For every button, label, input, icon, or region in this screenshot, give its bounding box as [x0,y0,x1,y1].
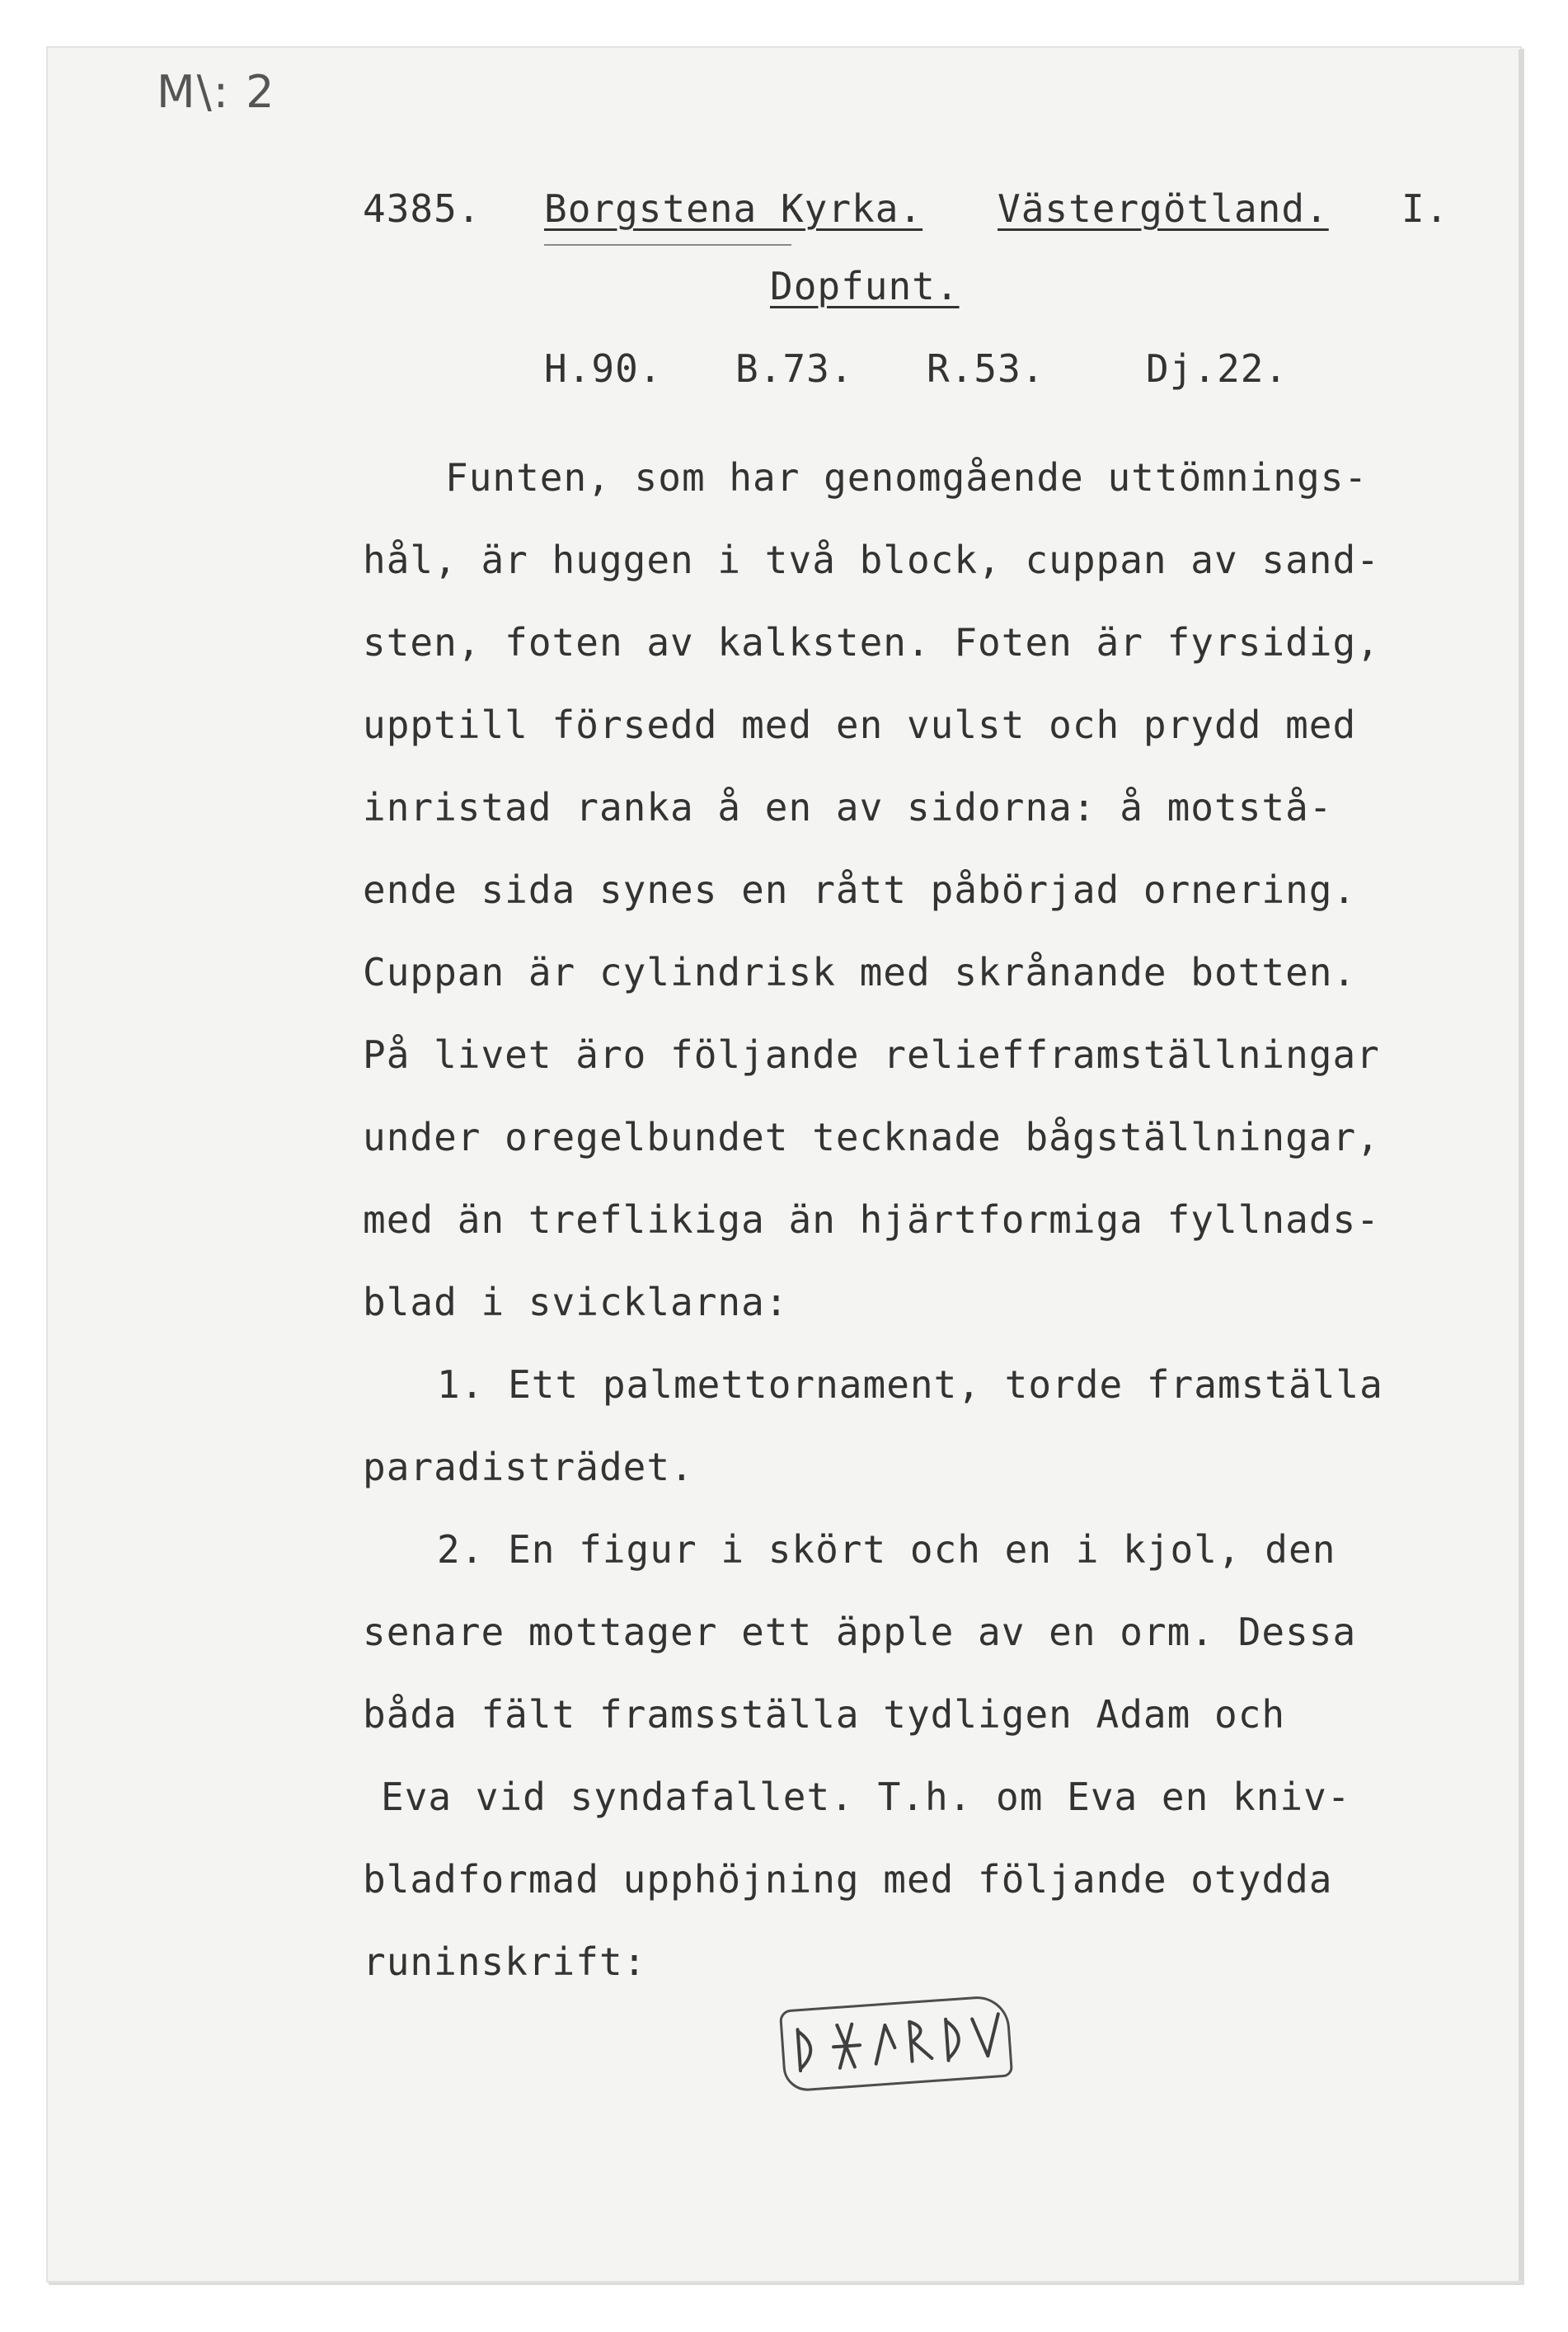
body-line: inristad ranka å en av sidorna: å motstå- [363,785,1333,830]
rune-glyphs-icon [782,1997,1011,2090]
church-name: Borgstena Kyrka. [544,186,923,231]
body-line: På livet äro följande reliefframställningar [363,1032,1380,1077]
body-line: upptill försedd med en vulst och prydd med [363,703,1357,747]
body-line: 1. Ett palmettornament, torde framställa [437,1362,1383,1407]
body-line: paradisträdet. [363,1445,694,1489]
body-line: runinskrift: [363,1939,647,1984]
sheet-number: I. [1401,186,1449,231]
body-line: sten, foten av kalksten. Foten är fyrsidig, [363,620,1380,665]
pencil-underline [544,244,791,246]
body-line: bladformad upphöjning med följande otydda [363,1857,1333,1902]
runic-inscription-drawing [779,1994,1013,2092]
card-edge [1519,49,1523,2281]
body-line: hål, är huggen i två block, cuppan av sand- [363,538,1380,582]
body-line: Cuppan är cylindrisk med skrånande botten. [363,950,1357,994]
body-line: ende sida synes en rått påbörjad ornering. [363,867,1357,912]
object-title: Dopfunt. [770,264,960,308]
body-line: Eva vid syndafallet. T.h. om Eva en kniv- [381,1775,1351,1819]
archive-mark: M\: 2 [157,66,276,118]
body-line: under oregelbundet tecknade bågställningar, [363,1115,1380,1159]
body-line: båda fält framsställa tydligen Adam och [363,1692,1286,1737]
body-line: med än treflikiga än hjärtformiga fyllnads- [363,1197,1380,1242]
body-line: Funten, som har genomgående uttömnings- [445,455,1368,500]
body-line: 2. En figur i skört och en i kjol, den [437,1527,1336,1572]
measure-height: H.90. [544,346,663,391]
measure-depth: Dj.22. [1146,346,1289,391]
measure-width: B.73. [735,346,854,391]
body-line: blad i svicklarna: [363,1280,789,1324]
body-line: senare mottager ett äpple av en orm. Dessa [363,1610,1357,1654]
province-name: Västergötland. [998,186,1329,231]
measure-radius: R.53. [927,346,1045,391]
catalog-number: 4385. [363,186,481,231]
